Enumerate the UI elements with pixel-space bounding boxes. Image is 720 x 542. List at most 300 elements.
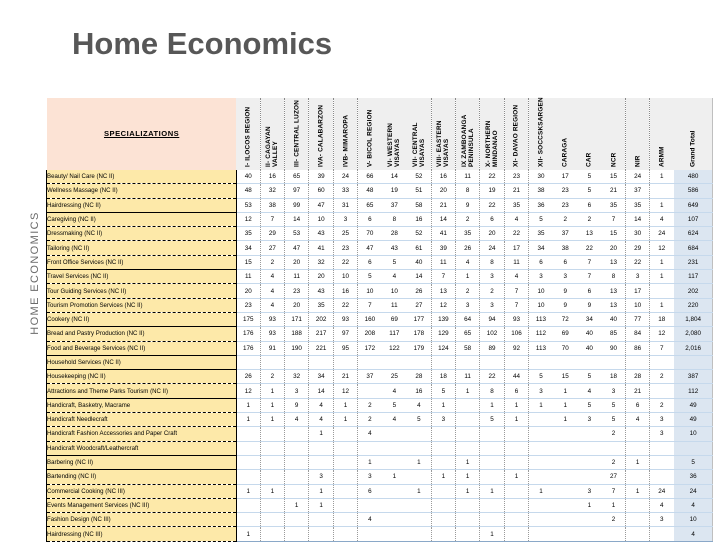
data-cell: 4 (650, 498, 674, 512)
data-cell (358, 527, 383, 541)
column-header-region-14-label: CARAGA (561, 137, 569, 167)
data-cell: 35 (504, 198, 529, 212)
grand-total-cell: 112 (674, 384, 713, 398)
data-cell: 7 (601, 484, 625, 498)
data-cell (456, 498, 480, 512)
data-cell: 1 (382, 470, 407, 484)
data-cell (456, 413, 480, 427)
data-cell (601, 527, 625, 541)
data-cell (480, 355, 505, 369)
grand-total-cell: 49 (674, 413, 713, 427)
data-cell: 10 (529, 284, 553, 298)
data-cell: 2 (601, 427, 625, 441)
data-cell: 90 (601, 341, 625, 355)
data-cell: 14 (431, 212, 456, 226)
data-cell (236, 498, 260, 512)
specialization-name-cell: Wellness Massage (NC II) (47, 184, 237, 198)
data-cell: 8 (601, 270, 625, 284)
data-cell (529, 355, 553, 369)
data-cell: 21 (601, 184, 625, 198)
data-cell (260, 498, 284, 512)
data-cell (553, 484, 577, 498)
data-cell: 1 (333, 398, 357, 412)
data-cell: 1 (236, 413, 260, 427)
data-cell (431, 498, 456, 512)
specialization-name-cell: Cookery (NC II) (47, 312, 237, 326)
data-cell: 208 (358, 327, 383, 341)
data-cell: 9 (456, 198, 480, 212)
data-cell (626, 498, 650, 512)
data-cell: 60 (309, 184, 334, 198)
data-cell: 20 (309, 270, 334, 284)
table-row (47, 284, 713, 298)
data-cell (407, 498, 432, 512)
data-cell: 7 (601, 212, 625, 226)
data-cell: 6 (529, 255, 553, 269)
grand-total-cell: 684 (674, 241, 713, 255)
data-cell: 7 (577, 270, 601, 284)
data-cell: 22 (626, 255, 650, 269)
column-header-region-18 (650, 98, 674, 170)
data-cell (553, 498, 577, 512)
data-cell: 35 (601, 198, 625, 212)
specialization-name-cell: Bread and Pastry Production (NC II) (47, 327, 237, 341)
data-cell: 30 (529, 170, 553, 184)
data-cell (260, 513, 284, 527)
data-cell: 37 (626, 184, 650, 198)
data-cell (407, 513, 432, 527)
data-cell: 32 (260, 184, 284, 198)
column-header-region-7-label: VI- WESTERN VISAYAS (387, 122, 402, 167)
data-cell: 9 (553, 284, 577, 298)
data-cell (333, 455, 357, 469)
data-cell: 1 (577, 498, 601, 512)
data-cell: 1 (480, 484, 505, 498)
specializations-table (46, 97, 713, 542)
specialization-name-cell: Food and Beverage Services (NC II) (47, 341, 237, 355)
data-cell (504, 455, 529, 469)
data-cell: 6 (504, 384, 529, 398)
data-cell (456, 427, 480, 441)
data-cell (626, 513, 650, 527)
data-cell: 58 (456, 341, 480, 355)
data-cell (504, 484, 529, 498)
column-header-region-6-label: V- BICOL REGION (366, 108, 374, 167)
data-cell: 20 (236, 284, 260, 298)
data-cell (577, 427, 601, 441)
data-cell (382, 427, 407, 441)
data-cell: 5 (407, 413, 432, 427)
data-cell: 7 (577, 255, 601, 269)
data-cell (650, 527, 674, 541)
data-cell (382, 513, 407, 527)
data-cell: 7 (260, 212, 284, 226)
data-cell (431, 441, 456, 455)
data-cell (333, 441, 357, 455)
table-row (47, 170, 713, 184)
grand-total-cell: 2,080 (674, 327, 713, 341)
data-cell: 39 (431, 241, 456, 255)
data-cell: 2 (601, 455, 625, 469)
data-cell: 2 (358, 413, 383, 427)
data-cell: 4 (456, 255, 480, 269)
data-cell: 12 (650, 327, 674, 341)
data-cell: 61 (407, 241, 432, 255)
data-cell: 16 (407, 212, 432, 226)
column-header-region-11 (480, 98, 505, 170)
data-cell (284, 441, 309, 455)
data-cell: 3 (333, 212, 357, 226)
column-header-region-16-label: NCR (610, 152, 618, 167)
section-label: HOME ECONOMICS (29, 211, 41, 335)
data-cell: 176 (236, 341, 260, 355)
data-cell: 4 (626, 413, 650, 427)
data-cell: 5 (529, 212, 553, 226)
data-cell: 4 (260, 270, 284, 284)
specialization-name-cell: Handicraft, Basketry, Macrame (47, 398, 237, 412)
column-header-region-2-label: II- CAGAYAN VALLEY (265, 125, 280, 167)
data-cell: 1 (456, 470, 480, 484)
data-cell: 3 (309, 470, 334, 484)
data-cell (650, 284, 674, 298)
data-cell: 28 (626, 370, 650, 384)
data-cell: 4 (650, 212, 674, 226)
specialization-name-cell: Handicraft Needlecraft (47, 413, 237, 427)
data-cell: 1 (650, 270, 674, 284)
data-cell (309, 441, 334, 455)
data-cell (407, 527, 432, 541)
data-cell: 172 (358, 341, 383, 355)
data-cell: 15 (601, 170, 625, 184)
data-cell: 93 (333, 312, 357, 326)
data-cell: 9 (284, 398, 309, 412)
data-cell (601, 441, 625, 455)
data-cell: 102 (480, 327, 505, 341)
data-cell (407, 427, 432, 441)
data-cell: 24 (650, 227, 674, 241)
data-cell: 4 (309, 398, 334, 412)
data-cell: 29 (260, 227, 284, 241)
data-cell (626, 527, 650, 541)
data-cell: 85 (601, 327, 625, 341)
data-cell: 3 (284, 384, 309, 398)
table-header-row (47, 98, 713, 170)
data-cell: 4 (260, 298, 284, 312)
data-cell: 1 (626, 484, 650, 498)
data-cell: 69 (382, 312, 407, 326)
data-cell: 34 (577, 312, 601, 326)
data-cell: 113 (529, 341, 553, 355)
data-cell: 4 (358, 513, 383, 527)
grand-total-cell: 624 (674, 227, 713, 241)
data-cell: 1 (650, 255, 674, 269)
data-cell: 43 (309, 227, 334, 241)
data-cell: 4 (504, 212, 529, 226)
data-cell (529, 470, 553, 484)
column-header-region-8-label: VII- CENTRAL VISAYAS (411, 121, 426, 167)
data-cell: 13 (601, 255, 625, 269)
data-cell: 1 (309, 498, 334, 512)
data-cell: 5 (577, 370, 601, 384)
data-cell: 5 (480, 413, 505, 427)
data-cell: 47 (358, 241, 383, 255)
table-row (47, 312, 713, 326)
data-cell: 25 (333, 227, 357, 241)
data-cell: 28 (382, 227, 407, 241)
data-cell: 202 (309, 312, 334, 326)
table-row (47, 427, 713, 441)
column-header-region-12-label: XI- DAVAO REGION (512, 104, 520, 167)
data-cell: 35 (626, 198, 650, 212)
data-cell (309, 455, 334, 469)
column-header-region-5 (333, 98, 357, 170)
data-cell: 3 (577, 413, 601, 427)
data-cell: 23 (553, 198, 577, 212)
data-cell: 1 (650, 198, 674, 212)
data-cell: 18 (650, 312, 674, 326)
specialization-name-cell: Handicraft Woodcraft/Leathercraft (47, 441, 237, 455)
data-cell: 12 (650, 241, 674, 255)
grand-total-cell: 586 (674, 184, 713, 198)
data-cell: 1 (650, 170, 674, 184)
specialization-name-cell: Barbering (NC II) (47, 455, 237, 469)
data-cell (358, 441, 383, 455)
data-cell (431, 527, 456, 541)
data-cell (236, 455, 260, 469)
table-row (47, 241, 713, 255)
data-cell: 44 (504, 370, 529, 384)
column-header-region-3 (284, 98, 309, 170)
data-cell (260, 427, 284, 441)
data-cell (236, 427, 260, 441)
data-cell (456, 398, 480, 412)
data-cell: 5 (382, 255, 407, 269)
data-cell: 6 (480, 212, 505, 226)
data-cell (577, 513, 601, 527)
data-cell (358, 355, 383, 369)
page-title: Home Economics (72, 26, 333, 61)
data-cell: 139 (431, 312, 456, 326)
data-cell: 13 (601, 284, 625, 298)
data-cell: 3 (626, 270, 650, 284)
data-cell (382, 498, 407, 512)
specialization-name-cell: Fashion Design (NC III) (47, 513, 237, 527)
table-row (47, 270, 713, 284)
data-cell: 6 (553, 255, 577, 269)
data-cell: 48 (358, 184, 383, 198)
data-cell: 5 (431, 384, 456, 398)
grand-total-cell: 649 (674, 198, 713, 212)
data-cell (626, 355, 650, 369)
data-cell (553, 355, 577, 369)
specialization-name-cell: Beauty/ Nail Care (NC II) (47, 170, 237, 184)
data-cell (553, 441, 577, 455)
data-cell: 17 (504, 241, 529, 255)
column-header-region-14 (553, 98, 577, 170)
column-header-region-2 (260, 98, 284, 170)
data-cell (284, 527, 309, 541)
data-cell: 65 (284, 170, 309, 184)
data-cell: 6 (358, 255, 383, 269)
data-cell: 97 (333, 327, 357, 341)
data-cell: 11 (284, 270, 309, 284)
table-row (47, 355, 713, 369)
data-cell (407, 470, 432, 484)
data-cell: 1 (407, 455, 432, 469)
data-cell: 70 (553, 341, 577, 355)
data-cell (309, 355, 334, 369)
data-cell: 4 (382, 413, 407, 427)
data-cell: 1 (333, 413, 357, 427)
data-cell: 188 (284, 327, 309, 341)
data-cell (504, 427, 529, 441)
data-cell: 37 (553, 227, 577, 241)
data-cell: 117 (382, 327, 407, 341)
data-cell: 47 (309, 198, 334, 212)
grand-total-cell: 202 (674, 284, 713, 298)
data-cell: 58 (407, 198, 432, 212)
table-row (47, 470, 713, 484)
data-cell: 2 (601, 513, 625, 527)
column-header-region-18-label: ARMM (658, 145, 666, 167)
data-cell: 48 (236, 184, 260, 198)
data-cell: 177 (407, 312, 432, 326)
data-cell (358, 498, 383, 512)
data-cell (333, 355, 357, 369)
data-cell: 4 (284, 413, 309, 427)
data-cell: 27 (260, 241, 284, 255)
column-header-region-13 (529, 98, 553, 170)
data-cell: 106 (504, 327, 529, 341)
specialization-name-cell: Tourism Promotion Services (NC II) (47, 298, 237, 312)
table-row (47, 455, 713, 469)
data-cell: 51 (407, 184, 432, 198)
table-row (47, 255, 713, 269)
data-cell (529, 455, 553, 469)
data-cell: 1 (358, 455, 383, 469)
grand-total-cell (674, 441, 713, 455)
data-cell: 26 (456, 241, 480, 255)
data-cell: 47 (284, 241, 309, 255)
data-cell: 18 (431, 370, 456, 384)
data-cell: 30 (626, 227, 650, 241)
grand-total-cell: 117 (674, 270, 713, 284)
data-cell: 37 (358, 370, 383, 384)
column-header-region-10 (456, 98, 480, 170)
data-cell: 69 (553, 327, 577, 341)
data-cell: 11 (504, 255, 529, 269)
data-cell: 5 (577, 170, 601, 184)
grand-total-cell: 5 (674, 455, 713, 469)
table-head (47, 98, 713, 170)
data-cell: 84 (626, 327, 650, 341)
data-cell (650, 184, 674, 198)
data-cell: 20 (601, 241, 625, 255)
data-cell (504, 527, 529, 541)
data-cell: 14 (626, 212, 650, 226)
data-cell: 3 (553, 270, 577, 284)
data-cell: 112 (529, 327, 553, 341)
data-cell: 24 (626, 170, 650, 184)
data-cell: 27 (407, 298, 432, 312)
data-cell: 22 (504, 227, 529, 241)
data-cell: 1 (480, 398, 505, 412)
data-cell (284, 513, 309, 527)
data-cell: 9 (577, 298, 601, 312)
data-cell: 64 (456, 312, 480, 326)
data-cell (529, 498, 553, 512)
data-cell: 5 (382, 398, 407, 412)
data-cell (382, 441, 407, 455)
data-cell: 31 (333, 198, 357, 212)
data-cell (529, 427, 553, 441)
data-cell: 10 (309, 212, 334, 226)
data-cell: 11 (456, 370, 480, 384)
data-cell (626, 470, 650, 484)
data-cell: 1 (407, 484, 432, 498)
table-body (47, 170, 713, 542)
data-cell: 13 (601, 298, 625, 312)
data-cell (504, 513, 529, 527)
data-cell: 11 (431, 255, 456, 269)
data-cell (480, 441, 505, 455)
data-cell (529, 413, 553, 427)
column-header-region-9 (431, 98, 456, 170)
data-cell (504, 355, 529, 369)
column-header-region-12 (504, 98, 529, 170)
data-cell: 1 (260, 384, 284, 398)
data-cell: 3 (650, 427, 674, 441)
column-header-region-6 (358, 98, 383, 170)
column-header-region-8 (407, 98, 432, 170)
data-cell: 43 (382, 241, 407, 255)
column-header-region-11-label: X- NORTHERN MINDANAO (484, 119, 499, 167)
data-cell: 4 (382, 270, 407, 284)
column-header-region-7 (382, 98, 407, 170)
data-cell: 1 (456, 270, 480, 284)
data-cell: 28 (407, 370, 432, 384)
data-cell: 4 (382, 384, 407, 398)
data-cell: 22 (480, 198, 505, 212)
data-cell: 15 (601, 227, 625, 241)
data-cell: 1 (236, 527, 260, 541)
data-cell: 6 (626, 398, 650, 412)
data-cell: 24 (333, 170, 357, 184)
data-cell: 36 (529, 198, 553, 212)
data-cell: 41 (431, 227, 456, 241)
column-header-specializations-label: SPECIALIZATIONS (103, 129, 180, 139)
data-cell: 6 (358, 212, 383, 226)
grand-total-cell: 107 (674, 212, 713, 226)
data-cell: 14 (284, 212, 309, 226)
data-cell (284, 427, 309, 441)
data-cell: 38 (529, 184, 553, 198)
data-cell: 70 (358, 227, 383, 241)
data-cell: 113 (529, 312, 553, 326)
column-header-grand-total-label: Grand Total (689, 129, 697, 167)
data-cell: 10 (333, 270, 357, 284)
specialization-name-cell: Dressmaking (NC II) (47, 227, 237, 241)
data-cell: 27 (601, 470, 625, 484)
data-cell (333, 470, 357, 484)
data-cell (650, 455, 674, 469)
column-header-region-4-label: IVA- CALABARZON (317, 104, 325, 167)
data-cell: 13 (577, 227, 601, 241)
data-cell: 16 (407, 384, 432, 398)
data-cell (333, 498, 357, 512)
data-cell: 175 (236, 312, 260, 326)
data-cell: 14 (382, 170, 407, 184)
